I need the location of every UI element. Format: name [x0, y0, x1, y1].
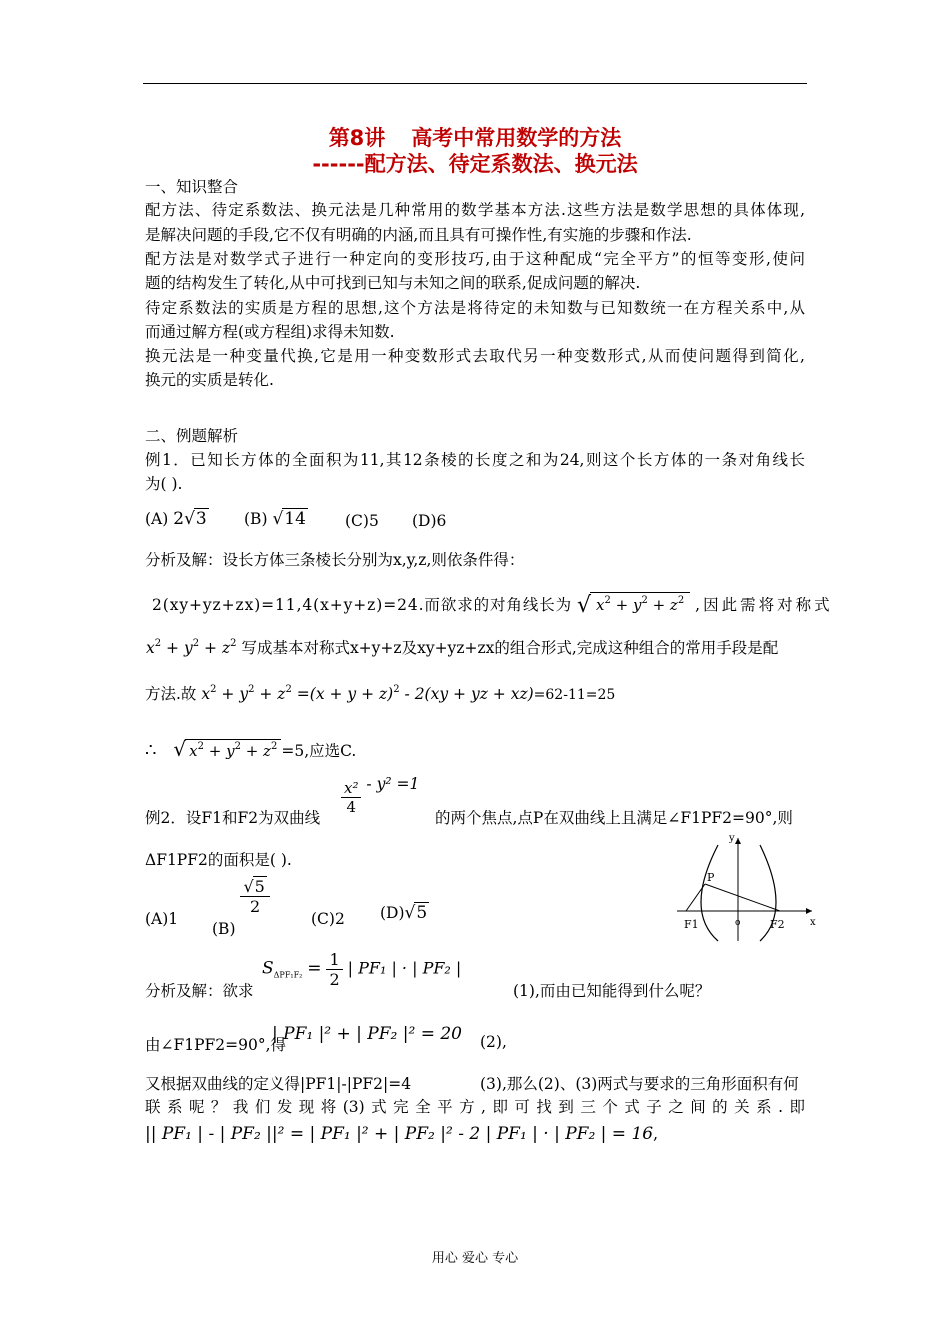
focus-f1-label: F1	[684, 918, 699, 931]
example-1-line-2: 为( ).	[145, 475, 183, 493]
squared-relation: || PF₁ | - | PF₂ ||² = | PF₁ |² + | PF₂ |² - 2 | PF₁ | · | PF₂ | = 16	[145, 1124, 654, 1144]
option-a-label: (A)	[145, 510, 169, 528]
y-axis-label: y	[729, 833, 735, 844]
paragraph-4-line-2: 换元的实质是转化.	[145, 371, 274, 389]
option-a-coef: 2	[173, 509, 185, 529]
example-2-line-1-tail: 的两个焦点,点P在双曲线上且满足∠F1PF2=90°,则	[435, 809, 793, 827]
analysis-1-line-1: 分析及解：设长方体三条棱长分别为x,y,z,则依条件得：	[145, 551, 525, 569]
example-2-line-1-head: 例2．设F1和F2为双曲线	[145, 809, 321, 827]
example-2-option-d: (D)√5	[380, 903, 428, 923]
area-equals: =	[307, 958, 322, 979]
lecture-title: 高考中常用数学的方法	[411, 126, 622, 150]
left-branch	[701, 845, 718, 941]
analysis-1-line-3-text: 写成基本对称式x+y+z及xy+yz+zx的组合形式,完成这种组合的常用手段是配	[241, 639, 779, 657]
half-num: 1	[326, 950, 342, 970]
hyperbola-frac-den: 4	[346, 797, 357, 816]
x-axis-arrow	[806, 908, 812, 914]
paragraph-4-line-1: 换元法是一种变量代换,它是用一种变数形式去取代另一种变数形式,从而使问题得到简化,	[145, 347, 805, 365]
expansion-part-2: - 2(xy + yz + xz)	[399, 685, 534, 703]
example-1-option-a: (A) 2√3	[145, 509, 207, 529]
hyperbola-rest: - y² =1	[366, 775, 420, 793]
hyperbola-frac-num: x²	[341, 779, 361, 798]
analysis-3-tail: (2),	[480, 1033, 507, 1051]
focus-f2-label: F2	[770, 918, 785, 931]
area-product: | PF₁ | · | PF₂ |	[347, 958, 462, 978]
therefore-symbol: ∴	[145, 740, 157, 761]
example-1-option-b: (B) √14	[244, 509, 306, 529]
title-line-2: ------配方法、待定系数法、换元法	[312, 152, 638, 176]
analysis-2-head: 分析及解：欲求	[145, 982, 254, 1000]
paragraph-1-line-1: 配方法、待定系数法、换元法是几种常用的数学基本方法.这些方法是数学思想的具体体现,	[145, 201, 805, 219]
area-symbol: S	[262, 958, 274, 979]
origin-label: o	[735, 918, 741, 928]
paragraph-1-line-2: 是解决问题的手段,它不仅有明确的内涵,而且具有可操作性,有实施的步骤和作法.	[145, 226, 692, 244]
example-2-option-a: (A)1	[145, 910, 179, 928]
paragraph-2-line-2: 题的结构发生了转化,从中可找到已知与未知之间的联系,促成问题的解决.	[145, 274, 641, 292]
analysis-4-line-3	[145, 1124, 658, 1144]
option-b-den: 2	[250, 897, 261, 916]
paragraph-2-line-1: 配方法是对数学式子进行一种定向的变形技巧,由于这种配成“完全平方”的恒等变形,使问	[145, 250, 805, 268]
analysis-3-head: 由∠F1PF2=90°,得	[145, 1036, 287, 1054]
example-2-option-b: (B) $\frac{√5}{2}$	[212, 876, 270, 938]
section-heading-1: 一、知识整合	[145, 178, 239, 196]
option-d-label-2: (D)	[380, 904, 405, 922]
example-1-line-1: 例1．已知长方体的全面积为11,其12条棱的长度之和为24,则这个长方体的一条对角线长	[145, 451, 805, 469]
option-d-radicand: 5	[416, 903, 428, 923]
header-rule	[143, 83, 807, 84]
analysis-1-text: 2(xy+yz+zx)=11,4(x+y+z)=24.而欲求的对角线长为	[152, 596, 573, 614]
option-b-label: (B)	[244, 510, 268, 528]
analysis-1-line-3: $x^2 + y^2 + z^2$ 写成基本对称式x+y+z及xy+yz+zx的组合形式,完成这种组合的常用手段是配	[146, 638, 779, 657]
analysis-2-tail: (1),而由已知能得到什么呢？	[513, 982, 711, 1000]
example-1-option-d: (D)6	[412, 512, 447, 530]
analysis-1-line-4-head: 方法.故	[145, 685, 197, 703]
section-heading-2: 二、例题解析	[145, 427, 239, 445]
option-b-label-2: (B)	[212, 920, 236, 938]
diagonal-result: =5	[281, 742, 305, 760]
lecture-number: 第8讲	[328, 126, 386, 150]
analysis-4-tail: (3),那么(2)、(3)两式与要求的三角形面积有何	[480, 1075, 799, 1093]
analysis-1-line-5-tail: ,应选C.	[304, 742, 357, 760]
analysis-4-line-2: 联系呢？我们发现将(3)式完全平方,即可找到三个式子之间的关系.即	[145, 1098, 805, 1116]
x-axis-label: x	[810, 917, 816, 928]
analysis-1-line-2: 2(xy+yz+zx)=11,4(x+y+z)=24.而欲求的对角线长为 √ $x^2 + y^2 + z^2$ ,因此需将对称式	[152, 593, 833, 618]
paragraph-3-line-2: 而通过解方程(或方程组)求得未知数.	[145, 323, 395, 341]
example-1-option-c: (C)5	[345, 512, 379, 530]
hyperbola-figure	[672, 833, 822, 947]
footer: 用心 爱心 专心	[431, 1251, 519, 1266]
analysis-1-line-4-tail: =62-11=25	[533, 687, 616, 703]
analysis-1-text-tail: ,因此需将对称式	[695, 596, 833, 614]
pythagorean-relation: | PF₁ |² + | PF₂ |² = 20	[272, 1024, 462, 1044]
point-p-label: P	[707, 871, 715, 884]
analysis-1-line-4: 方法.故 $x^2 + y^2 + z^2 =(x + y + z)^2 - 2(xy$ + yz + xz)=62-11=25	[145, 684, 616, 703]
expansion-part-1: =(x + y + z)	[296, 685, 394, 703]
y-axis-arrow	[735, 838, 741, 844]
hyperbola-diagram	[672, 833, 822, 943]
analysis-1-line-5: ∴ √ $x^2 + y^2 + z^2 =5$,应选C.	[145, 737, 357, 761]
option-b-radicand: 14	[284, 509, 306, 529]
half-den: 2	[329, 970, 340, 989]
option-a-radicand: 3	[195, 509, 207, 529]
segment-pf1	[686, 884, 705, 911]
hyperbola-equation	[341, 775, 419, 816]
area-formula	[262, 950, 461, 989]
example-2-option-c: (C)2	[311, 910, 345, 928]
area-subscript: ΔPF₁F₂	[273, 970, 303, 980]
paragraph-3-line-1: 待定系数法的实质是方程的思想,这个方法是将待定的未知数与已知数统一在方程关系中,从	[145, 299, 805, 317]
analysis-4-line-3-tail: ,	[653, 1125, 659, 1143]
analysis-4-head: 又根据双曲线的定义得|PF1|-|PF2|=4	[145, 1075, 412, 1093]
segment-pf2	[705, 884, 780, 911]
example-2-line-2: ΔF1PF2的面积是( ).	[145, 851, 292, 869]
option-b-num: 5	[254, 877, 265, 896]
